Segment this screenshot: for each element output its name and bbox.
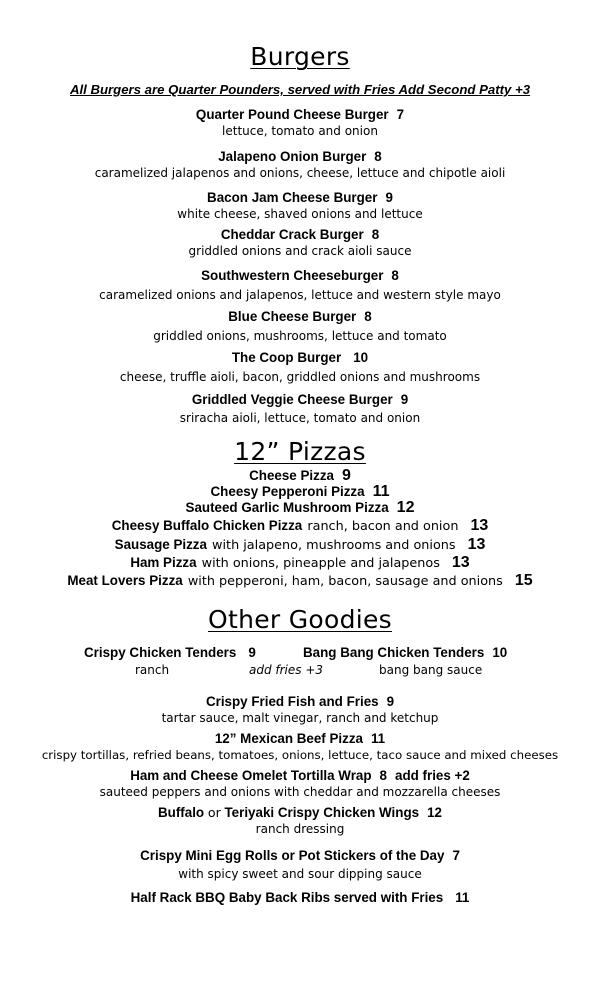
burgers-note: All Burgers are Quarter Pounders, served with Fries Add Second Patty +3: [69, 82, 531, 97]
menu-item: Griddled Veggie Cheese Burger 9 sriracha aioli, lettuce, tomato and onion: [179, 392, 421, 425]
menu-item: Half Rack BBQ Baby Back Ribs served with Fries 11: [130, 890, 470, 905]
menu-item: Southwestern Cheeseburger 8 caramelized onions and jalapenos, lettuce and western style mayo: [99, 268, 501, 302]
add-fries-note: add fries +3: [249, 663, 324, 677]
menu-item: Ham and Cheese Omelet Tortilla Wrap 8 add fries +2 sauteed peppers and onions with cheddar and mozzarella cheeses: [99, 768, 501, 799]
menu-item: The Coop Burger 10 cheese, truffle aioli, bacon, griddled onions and mushrooms: [119, 350, 481, 384]
menu-item-desc: bang bang sauce: [379, 663, 483, 677]
menu-item-name: Bang Bang Chicken Tenders 10: [303, 645, 508, 660]
menu-item: Jalapeno Onion Burger 8 caramelized jalapenos and onions, cheese, lettuce and chipotle aioli: [94, 149, 506, 180]
menu-item: Meat Lovers Pizza with pepperoni, ham, bacon, sausage and onions 15: [67, 572, 533, 589]
menu-item: Buffalo or Teriyaki Crispy Chicken Wings 12 ranch dressing: [158, 805, 442, 836]
menu-item: Cheese Pizza 9: [249, 467, 351, 484]
menu-item-name: Crispy Chicken Tenders 9: [84, 645, 256, 660]
menu-item: Cheesy Pepperoni Pizza 11: [210, 483, 390, 500]
menu-item: Sauteed Garlic Mushroom Pizza 12: [185, 499, 415, 516]
menu-item: Cheesy Buffalo Chicken Pizza ranch, bacon and onion 13: [111, 517, 489, 534]
menu-item: Crispy Fried Fish and Fries 9 tartar sauce, malt vinegar, ranch and ketchup: [161, 694, 439, 725]
menu-item: Blue Cheese Burger 8 griddled onions, mushrooms, lettuce and tomato: [153, 309, 447, 343]
pizzas-title: 12” Pizzas: [234, 437, 366, 466]
menu-item: Cheddar Crack Burger 8 griddled onions and crack aioli sauce: [188, 227, 412, 258]
menu-item: 12” Mexican Beef Pizza 11 crispy tortillas, refried beans, tomatoes, onions, lettuce, taco sauce and mixed cheeses: [41, 731, 559, 762]
burgers-title: Burgers: [250, 42, 350, 71]
menu-item-desc: ranch: [135, 663, 170, 677]
menu-item: Crispy Mini Egg Rolls or Pot Stickers of the Day 7 with spicy sweet and sour dipping sauce: [140, 848, 460, 881]
menu-item: Quarter Pound Cheese Burger 7 lettuce, tomato and onion: [195, 107, 405, 138]
menu-item: Sausage Pizza with jalapeno, mushrooms and onions 13: [114, 536, 486, 553]
menu-item: Bacon Jam Cheese Burger 9 white cheese, shaved onions and lettuce: [177, 190, 423, 221]
goodies-title: Other Goodies: [207, 605, 392, 634]
menu-item: Ham Pizza with onions, pineapple and jalapenos 13: [130, 554, 470, 571]
